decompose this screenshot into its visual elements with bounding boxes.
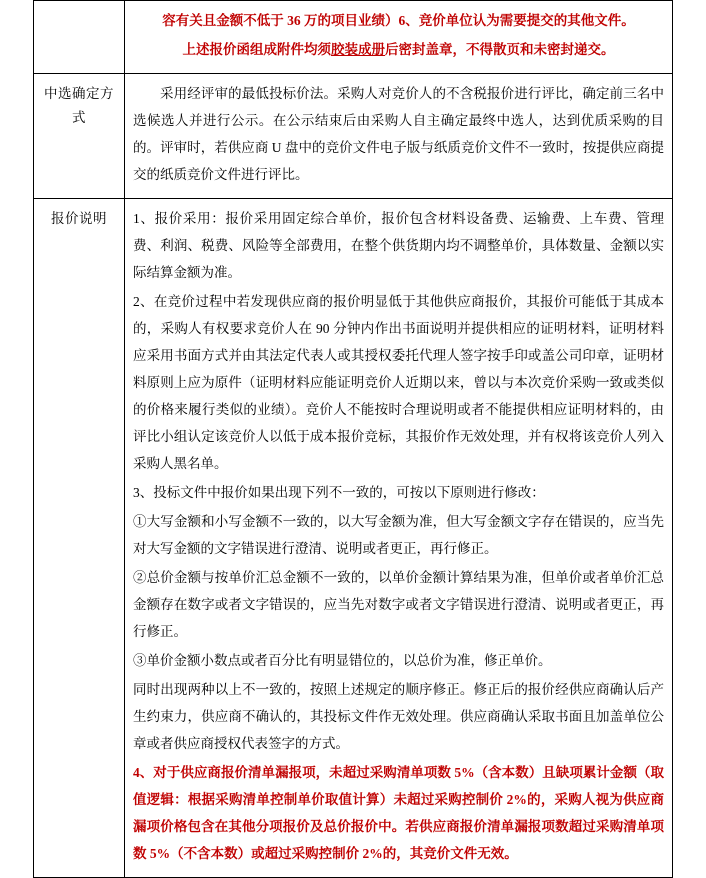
notice-line-1-text: 容有关且金额不低于 36 万的项目业绩 — [162, 13, 385, 28]
quote-note-3a: ①大写金额和小写金额不一致的，以大写金额为准，但大写金额文字存在错误的，应当先对大写金额的文字错误进行澄清、说明或者更正，再行修正。 — [133, 514, 664, 556]
quote-note-2: 2、在竞价过程中若发现供应商的报价明显低于其他供应商报价，其报价可能低于其成本的，采购人有权要求竞价人在 90 分钟内作出书面说明并提供相应的证明材料，证明材料应采用书面方式并由其法定代表人或其授权委托代理人签字按手印或盖公司印章，证明材料原则上应为原件（证明材料应能证明竞价人近期以来，曾以与本次竞价采购一致或类似的价格来履行类似的业绩）。竞价人不能按时合理说明或者不能提供相应证明材料的，由评比小组认定该竞价人以低于成本报价竞标，其报价作无效处理，并有权将该竞价人列入采购人黑名单。 — [133, 294, 664, 471]
notice-line-2-tail: 后密封盖章，不得散页和未密封递交。 — [385, 42, 615, 57]
top-notice-cell — [125, 1, 673, 74]
quote-note-3c: ③单价金额小数点或者百分比有明显错位的，以总价为准，修正单价。 — [133, 653, 552, 668]
quote-note-3d: 同时出现两种以上不一致的，按照上述规定的顺序修正。修正后的报价经供应商确认后产生约束力，供应商不确认的，其投标文件作无效处理。供应商确认采取书面且加盖单位公章或者供应商授权代表签字的方式。 — [133, 682, 664, 751]
notice-line-2 — [133, 36, 664, 63]
quote-note-3: 3、投标文件中报价如果出现下列不一致的，可按以下原则进行修改： — [133, 485, 545, 500]
quote-note-4-part1: 4、对于供应商报价清单漏报项，未超过采购清单项数 5%（含本数）且 — [133, 765, 556, 780]
notice-line-2-emphasis: 胶装成册 — [331, 42, 385, 57]
table-row — [34, 199, 673, 878]
table-row — [34, 1, 673, 74]
row-label-quote-notes-text: 报价说明 — [51, 211, 107, 226]
quote-note-4-part2: 未超过采购控制价 2%的，采购人视为供应商漏项价格包含在其他分项报价及总价报价中。若供应商报价清单漏报项数超过采购清单项数 5%（不含本数）或超过采购控制价 2%的，其竞价文件无效。 — [133, 792, 664, 861]
quote-note-1: 1、报价采用：报价采用固定综合单价，报价包含材料设备费、运输费、上车费、管理费、利润、税费、风险等全部费用，在整个供货期内均不调整单价，具体数量、金额以实际结算金额为准。 — [133, 211, 664, 280]
quote-note-3b: ②总价金额与按单价汇总金额不一致的，以单价金额计算结果为准，但单价或者单价汇总金额存在数字或者文字错误的，应当先对数字或者文字错误进行澄清、说明或者更正，再行修正。 — [133, 570, 664, 639]
table-row — [34, 74, 673, 199]
row-label-selection-method — [34, 74, 125, 199]
notice-line-1 — [133, 7, 664, 34]
row-label-selection-method-text: 中选确定方式 — [44, 86, 114, 126]
selection-method-paragraph: 采用经评审的最低投标价法。采购人对竞价人的不含税报价进行评比，确定前三名中选候选人并进行公示。在公示结束后由采购人自主确定最终中选人，达到优质采购的目的。评审时，若供应商 U 盘中的竞价文件电子版与纸质竞价文件不一致时，按提供应商提交的纸质竞价文件进行评比。 — [133, 86, 664, 182]
notice-line-1-tail: ）6、竞价单位认为需要提交的其他文件。 — [385, 13, 635, 28]
selection-method-cell — [125, 74, 673, 199]
bid-terms-table — [33, 0, 673, 878]
row-label-empty — [34, 1, 125, 74]
row-label-quote-notes — [34, 199, 125, 878]
notice-line-2-head: 上述报价函组成附件均须 — [182, 42, 331, 57]
quote-note-4 — [133, 759, 664, 867]
quote-note-4-emphasis: 缺项累计金额（取值逻辑：根据采购清单控制单价取值计算） — [133, 765, 665, 807]
quote-notes-cell — [125, 199, 673, 878]
